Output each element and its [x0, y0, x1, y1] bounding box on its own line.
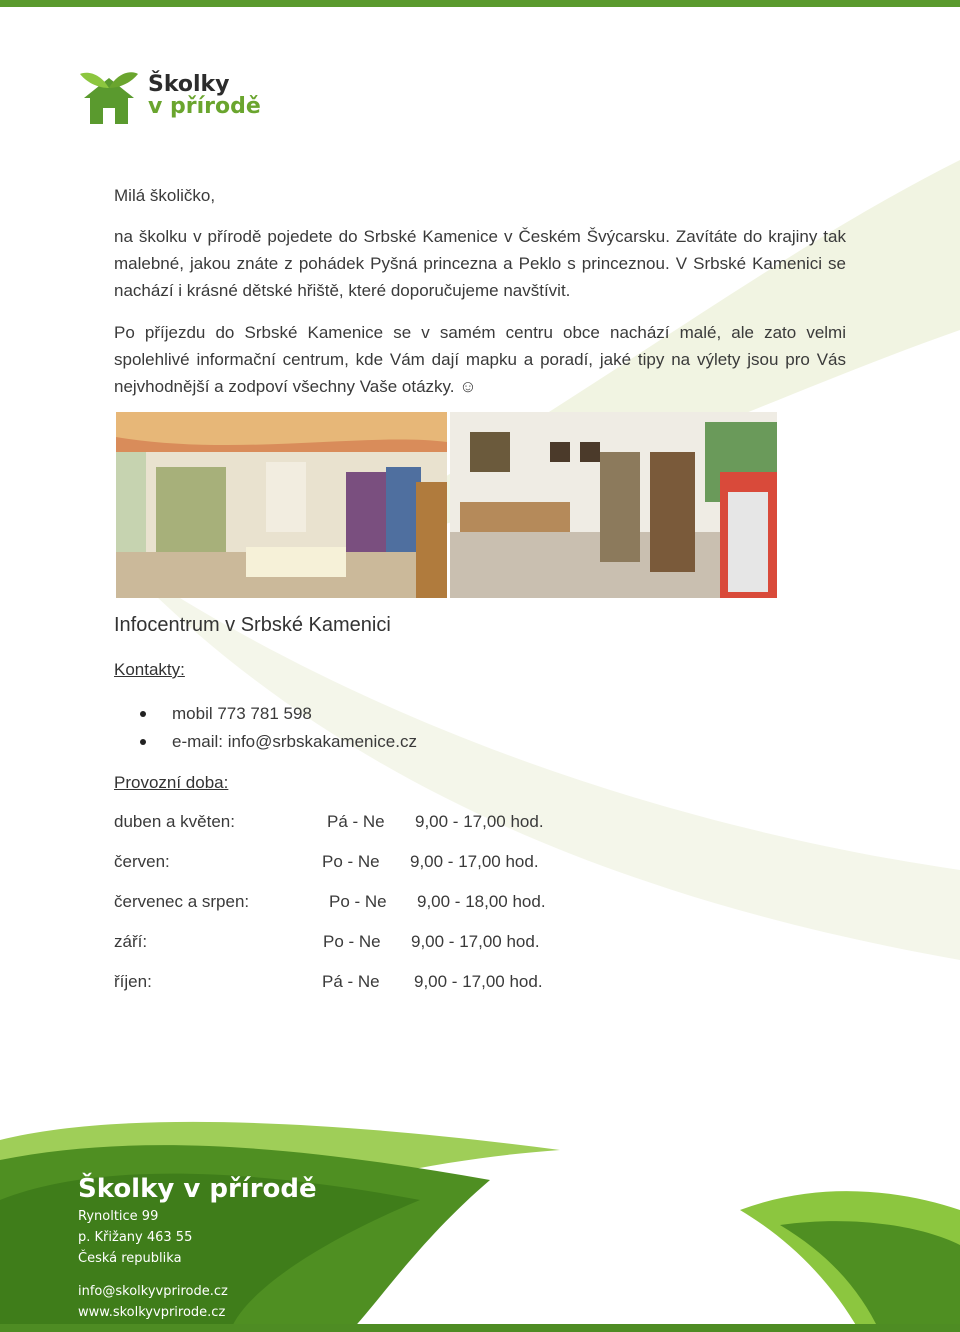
hours-days: Pá - Ne	[327, 812, 385, 831]
house-sprout-icon	[78, 66, 140, 128]
contact-email: e-mail: info@srbskakamenice.cz	[172, 732, 417, 751]
footer-spacer	[78, 1269, 317, 1281]
hours-days: Pá - Ne	[322, 972, 380, 991]
bullet-icon	[140, 711, 146, 717]
hours-period: duben a květen:	[114, 812, 235, 831]
hours-days: Po - Ne	[322, 852, 380, 871]
hours-time: 9,00 - 17,00 hod.	[410, 852, 539, 871]
footer-address-line: p. Křižany 463 55	[78, 1230, 193, 1245]
infocentre-photo-left	[116, 412, 447, 598]
logo-line1: Školky	[148, 72, 230, 97]
footer-email-link[interactable]: info@skolkyvprirode.cz	[78, 1284, 228, 1299]
hours-time: 9,00 - 17,00 hod.	[411, 932, 540, 951]
hours-time: 9,00 - 17,00 hod.	[414, 972, 543, 991]
letter-body	[114, 182, 846, 415]
hours-days: Po - Ne	[323, 932, 381, 951]
hours-period: červenec a srpen:	[114, 892, 250, 911]
logo-line2: v přírodě	[148, 94, 261, 119]
list-item	[140, 728, 417, 756]
hours-time: 9,00 - 17,00 hod.	[415, 812, 544, 831]
bullet-icon	[140, 739, 146, 745]
hours-label: Provozní doba:	[114, 773, 229, 792]
paragraph-1: na školku v přírodě pojedete do Srbské Kamenice v Českém Švýcarsku. Zavítáte do krajiny tak malebné, jakou znáte z pohádek Pyšná princezna a Peklo s princeznou. V Srbské Kamenici se nachází i krásné dětské hřiště, které doporučujeme navštívit.	[114, 227, 846, 300]
infocentrum-title: Infocentrum v Srbské Kamenici	[114, 614, 391, 636]
logo-text	[148, 74, 261, 118]
paragraph-2: Po příjezdu do Srbské Kamenice se v samém centru obce nachází malé, ale zato velmi spolehlivé informační centrum, kde Vám dají mapku a poradí, jaké tipy na výlety jsou pro Vás nejvhodnější a zodpoví všechny Vaše otázky. ☺	[114, 323, 846, 396]
contacts-label: Kontakty:	[114, 660, 185, 679]
hours-time: 9,00 - 18,00 hod.	[417, 892, 546, 911]
list-item	[140, 700, 417, 728]
hours-period: červen:	[114, 852, 170, 871]
logo	[78, 66, 278, 130]
footer-address-line: Rynoltice 99	[78, 1209, 159, 1224]
contact-phone: mobil 773 781 598	[172, 704, 312, 723]
hours-period: říjen:	[114, 972, 152, 991]
footer-web-link[interactable]: www.skolkyvprirode.cz	[78, 1305, 226, 1320]
bottom-green-bar	[0, 1324, 960, 1332]
footer-address-line: Česká republika	[78, 1251, 182, 1266]
hours-period: září:	[114, 932, 148, 951]
footer	[78, 1172, 317, 1323]
footer-brand: Školky v přírodě	[78, 1174, 317, 1204]
greeting: Milá školičko,	[114, 186, 216, 205]
contacts-list	[140, 700, 417, 756]
hours-days: Po - Ne	[329, 892, 387, 911]
infocentre-photo-right	[450, 412, 777, 598]
